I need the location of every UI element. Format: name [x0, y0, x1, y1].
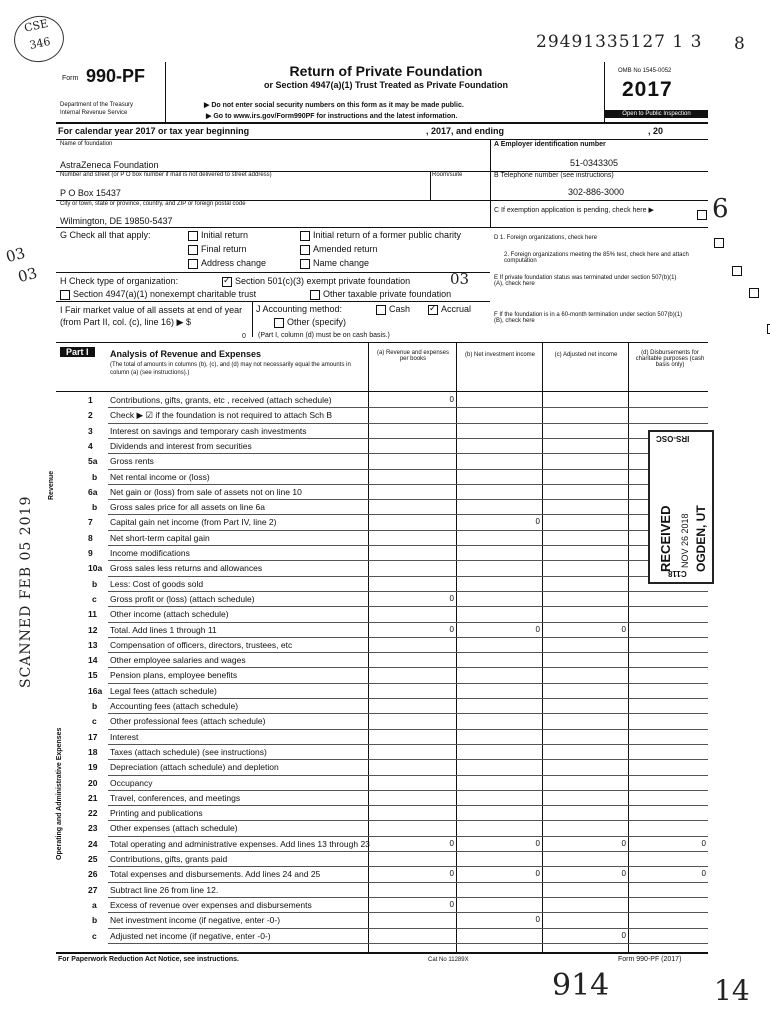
city-value: Wilmington, DE 19850-5437 [60, 216, 173, 226]
instruction-1: ▶ Do not enter social security numbers on this form as it may be made public. [204, 102, 464, 109]
handwritten-6: 6 [712, 194, 729, 224]
row-value-c: 0 [621, 624, 626, 634]
row-description: Net investment income (if negative, enter -0-) [110, 915, 281, 926]
row-number: c [92, 716, 97, 727]
row-number: 4 [88, 440, 93, 451]
row-number: 19 [88, 762, 98, 773]
table-row [70, 592, 708, 606]
received-stamp: RECEIVED NOV 26 2018 OGDEN, UT IRS-OSC C118 [648, 430, 714, 584]
row-number: 14 [88, 655, 98, 666]
table-row [70, 745, 708, 759]
d1-checkbox[interactable] [714, 238, 724, 248]
row-description: Interest [110, 731, 139, 742]
row-number: b [92, 578, 98, 589]
handwritten-03-c: 03 [450, 270, 470, 288]
handwritten-914: 914 [552, 968, 610, 1003]
handwritten-top-left: CSE 346 [10, 11, 68, 66]
row-number: 15 [88, 670, 98, 681]
row-description: Subtract line 26 from line 12. [110, 884, 219, 895]
row-number: 13 [88, 639, 98, 650]
row-description: Gross profit or (loss) (attach schedule) [110, 593, 255, 604]
dept-line2: Internal Revenue Service [60, 110, 128, 116]
table-row [70, 883, 708, 897]
table-row [70, 898, 708, 912]
ein-label: A Employer identification number [494, 141, 606, 148]
handwritten-03-a: 03 [3, 243, 28, 267]
row-description: Accounting fees (attach schedule) [110, 701, 239, 711]
calendar-end: , 20 [648, 126, 664, 136]
d2-checkbox[interactable] [732, 266, 742, 276]
table-row [70, 607, 708, 621]
row-value-b: 0 [535, 869, 540, 879]
row-number: a [92, 899, 97, 910]
h-label: H Check type of organization: [60, 276, 179, 286]
g-final-return[interactable]: Final return [188, 244, 247, 255]
col-a-header: (a) Revenue and expenses per books [376, 350, 450, 362]
row-number: 3 [88, 425, 93, 436]
row-number: b [92, 701, 98, 711]
row-number: 23 [88, 823, 98, 834]
table-row [70, 653, 708, 667]
row-number: 2 [88, 410, 93, 421]
row-number: 7 [88, 517, 93, 528]
row-description: Net gain or (loss) from sale of assets not on line 10 [110, 486, 302, 497]
d1-label: D 1. Foreign organizations, check here [494, 235, 598, 241]
row-description: Depreciation (attach schedule) and depletion [110, 762, 279, 773]
table-row [70, 638, 708, 652]
row-number: 25 [88, 854, 98, 864]
barcode-number: 29491335127 1 3 [536, 32, 703, 52]
handwritten-03-b: 03 [15, 263, 40, 287]
table-row [70, 424, 708, 438]
row-number: 21 [88, 792, 98, 803]
table-row [70, 470, 708, 484]
part1-title: Analysis of Revenue and Expenses [110, 349, 262, 359]
row-value-a: 0 [449, 624, 454, 634]
row-number: 6a [88, 486, 98, 497]
row-number: 22 [88, 808, 98, 819]
row-number: b [92, 471, 98, 482]
row-description: Travel, conferences, and meetings [110, 792, 241, 803]
row-value-d: 0 [701, 869, 706, 879]
ein-value: 51-0343305 [570, 158, 619, 168]
g-name-change[interactable]: Name change [300, 258, 369, 269]
foundation-name: AstraZeneca Foundation [60, 160, 159, 170]
j-label: J Accounting method: [256, 304, 343, 314]
row-description: Other expenses (attach schedule) [110, 823, 238, 834]
row-number: 24 [88, 838, 98, 849]
row-value-a: 0 [449, 899, 454, 909]
row-number: 18 [88, 746, 98, 757]
row-description: Other professional fees (attach schedule) [110, 716, 266, 727]
row-number: 27 [88, 884, 98, 895]
i-value: 0 [242, 333, 246, 340]
row-description: Other employee salaries and wages [110, 655, 246, 666]
row-description: Excess of revenue over expenses and disbursements [110, 899, 312, 910]
table-row [70, 577, 708, 591]
row-value-b: 0 [535, 517, 540, 527]
table-row [70, 531, 708, 545]
row-number: b [92, 502, 98, 513]
e-label: E If private foundation status was terminated under section 507(b)(1)(A), check here [494, 275, 677, 287]
street-label: Number and street (or P O box number if mail is not delivered to street address) [60, 172, 272, 178]
row-value-b: 0 [535, 624, 540, 634]
table-row [70, 821, 708, 835]
page-mark: 8 [734, 34, 745, 54]
c-checkbox[interactable] [697, 210, 707, 220]
name-label: Name of foundation [60, 141, 113, 147]
part1-desc: (The total of amounts in columns (b), (c), and (d) may not necessarily equal the amounts in column (a) (see instructions).) [110, 362, 351, 376]
form-number: 990-PF [86, 66, 146, 86]
form-title: Return of Private Foundation [289, 63, 483, 79]
row-value-c: 0 [621, 930, 626, 940]
h-501c3[interactable]: ✓ Section 501(c)(3) exempt private foundation [222, 276, 410, 287]
table-row [70, 668, 708, 682]
table-row [70, 760, 708, 774]
row-value-d: 0 [701, 838, 706, 848]
row-number: 11 [88, 609, 97, 620]
scanned-stamp: SCANNED FEB 05 2019 [18, 495, 34, 688]
form-label: Form [62, 75, 79, 82]
row-description: Net short-term capital gain [110, 532, 210, 543]
table-row [70, 454, 708, 468]
row-description: Income modifications [110, 548, 190, 558]
d2-label: 2. Foreign organizations meeting the 85% test, check here and attach computation [504, 252, 689, 264]
e-checkbox[interactable] [749, 288, 759, 298]
table-row [70, 500, 708, 514]
tax-year: 2017 [622, 78, 673, 101]
calendar-middle: , 2017, and ending [426, 126, 505, 136]
table-row [70, 546, 708, 560]
row-number: 9 [88, 548, 93, 558]
street-value: P O Box 15437 [60, 188, 121, 198]
row-description: Occupancy [110, 777, 153, 788]
g-amended-return[interactable]: Amended return [300, 244, 378, 255]
row-description: Gross sales less returns and allowances [110, 563, 263, 574]
row-description: Gross sales price for all assets on line 6a [110, 502, 265, 513]
footer-cat: Cat No 11289X [428, 957, 469, 963]
row-number: b [92, 915, 98, 926]
row-number: 1 [88, 395, 93, 405]
table-row [70, 684, 708, 698]
table-row [70, 852, 708, 866]
city-label: City or town, state or province, country, and ZIP or foreign postal code [60, 201, 246, 207]
c-label: C If exemption application is pending, check here ▶ [494, 207, 654, 214]
row-description: Total. Add lines 1 through 11 [110, 624, 217, 635]
col-d-header: (d) Disbursements for charitable purposes (cash basis only) [635, 350, 705, 368]
g-address-change[interactable]: Address change [188, 258, 266, 269]
row-description: Total expenses and disbursements. Add lines 24 and 25 [110, 869, 321, 880]
omb-number: OMB No 1545-0052 [618, 68, 672, 74]
footer-paperwork: For Paperwork Reduction Act Notice, see instructions. [58, 956, 239, 963]
dept-line1: Department of the Treasury [60, 102, 134, 108]
row-description: Total operating and administrative expenses. Add lines 13 through 23 [110, 838, 370, 849]
row-description: Printing and publications [110, 808, 203, 819]
row-description: Gross rents [110, 456, 154, 467]
row-description: Other income (attach schedule) [110, 609, 229, 620]
row-description: Contributions, gifts, grants paid [110, 854, 228, 864]
row-description: Interest on savings and temporary cash investments [110, 425, 307, 436]
room-label: Room/suite [432, 172, 463, 178]
table-row [70, 439, 708, 453]
row-number: c [92, 593, 97, 604]
col-c-header: (c) Adjusted net income [554, 352, 618, 358]
handwritten-14: 14 [714, 974, 750, 1007]
row-description: Legal fees (attach schedule) [110, 685, 217, 696]
row-number: 5a [88, 456, 98, 467]
table-row [70, 730, 708, 744]
j-accrual[interactable]: ✓ Accrual [428, 304, 471, 315]
row-description: Check ▶ ☑ if the foundation is not required to attach Sch B [110, 410, 333, 421]
table-row [70, 776, 708, 790]
row-description: Taxes (attach schedule) (see instructions) [110, 746, 267, 757]
row-description: Net rental income or (loss) [110, 471, 210, 482]
row-number: 20 [88, 777, 98, 788]
part1-tag: Part I [60, 347, 95, 357]
i-label: I Fair market value of all assets at end of year (from Part II, col. (c), line 16) ▶ $ [60, 305, 243, 327]
row-description: Dividends and interest from securities [110, 440, 252, 451]
row-value-c: 0 [621, 869, 626, 879]
table-row [70, 393, 708, 407]
row-value-c: 0 [621, 838, 626, 848]
footer-form: Form 990-PF (2017) [618, 956, 682, 963]
j-other[interactable]: Other (specify) [274, 317, 346, 328]
public-inspection-badge: Open to Public Inspection [605, 110, 708, 118]
row-value-a: 0 [449, 593, 454, 603]
row-description: Capital gain net income (from Part IV, line 2) [110, 517, 277, 528]
side-label-revenue: Revenue [48, 470, 55, 500]
table-row [70, 913, 708, 927]
row-value-a: 0 [449, 838, 454, 848]
row-description: Pension plans, employee benefits [110, 670, 238, 681]
j-cash[interactable]: Cash [376, 304, 410, 315]
row-number: 10a [88, 563, 103, 574]
table-row [70, 515, 708, 529]
row-number: 17 [88, 731, 98, 742]
h-4947[interactable]: Section 4947(a)(1) nonexempt charitable trust [60, 289, 256, 300]
g-initial-former[interactable]: Initial return of a former public charity [300, 230, 461, 241]
row-value-a: 0 [449, 395, 454, 404]
phone-value: 302-886-3000 [568, 187, 625, 197]
table-row [70, 408, 708, 422]
table-row [70, 791, 708, 805]
row-description: Less: Cost of goods sold [110, 578, 204, 589]
row-value-b: 0 [535, 915, 540, 925]
h-other-taxable[interactable]: Other taxable private foundation [310, 289, 451, 300]
table-row [70, 485, 708, 499]
j-note: (Part I, column (d) must be on cash basis.) [258, 332, 390, 339]
row-number: 16a [88, 685, 103, 696]
col-b-header: (b) Net investment income [464, 352, 536, 358]
row-description: Compensation of officers, directors, trustees, etc [110, 639, 293, 650]
row-number: c [92, 930, 97, 941]
row-description: Contributions, gifts, grants, etc , received (attach schedule) [110, 395, 332, 405]
phone-label: B Telephone number (see instructions) [494, 172, 614, 179]
side-label-expenses: Operating and Administrative Expenses [56, 727, 63, 860]
row-description: Adjusted net income (if negative, enter -0-) [110, 930, 271, 941]
calendar-label: For calendar year 2017 or tax year beginning [58, 126, 250, 136]
row-number: 12 [88, 624, 98, 635]
form-subtitle: or Section 4947(a)(1) Trust Treated as Private Foundation [263, 80, 509, 90]
table-row [70, 699, 708, 713]
table-row [70, 714, 708, 728]
row-number: 26 [88, 869, 98, 880]
instruction-2: ▶ Go to www.irs.gov/Form990PF for instructions and the latest information. [206, 113, 458, 120]
row-value-a: 0 [449, 869, 454, 879]
row-number: 8 [88, 532, 93, 543]
g-initial-return[interactable]: Initial return [188, 230, 248, 241]
row-value-b: 0 [535, 838, 540, 848]
f-label: F If the foundation is in a 60-month termination under section 507(b)(1)(B), check here [494, 312, 683, 324]
table-row [70, 561, 708, 575]
g-label: G Check all that apply: [60, 230, 151, 240]
table-row [70, 806, 708, 820]
